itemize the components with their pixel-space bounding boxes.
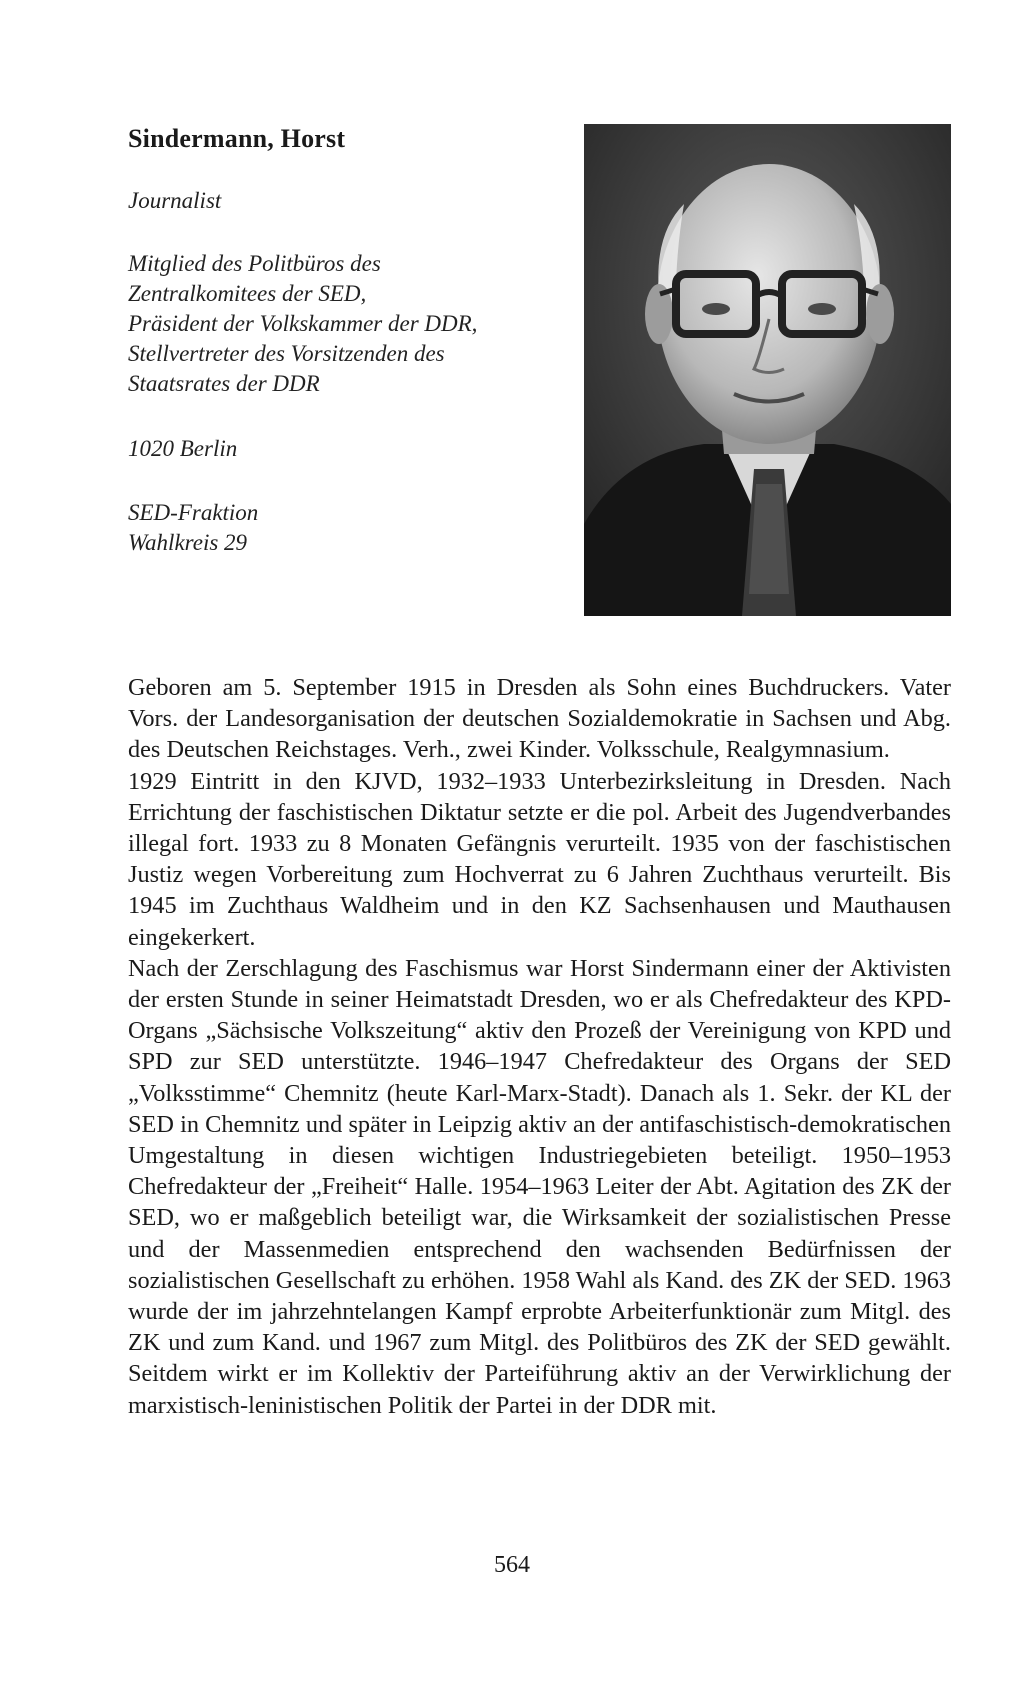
function-line: Stellvertreter des Vorsitzenden des	[128, 341, 445, 366]
entry-name: Sindermann, Horst	[128, 124, 346, 153]
entry-profession: Journalist	[128, 188, 222, 213]
portrait-photo	[584, 124, 951, 616]
entry-faction: SED-Fraktion	[128, 500, 259, 525]
function-line: Präsident der Volkskammer der DDR,	[128, 311, 478, 336]
entry-faction-block	[128, 498, 548, 558]
function-line: Zentralkomitees der SED,	[128, 281, 367, 306]
biography-paragraph: Geboren am 5. September 1915 in Dresden als Sohn eines Buchdruckers. Vater Vors. der Landesorganisation der deutschen Sozialdemokratie in Sachsen und Abg. des Deutschen Reichstages. Verh., zwei Kinder. Volksschule, Realgymnasium.	[128, 674, 951, 764]
entry-functions	[128, 249, 548, 399]
biography-paragraph: 1929 Eintritt in den KJVD, 1932–1933 Unterbezirksleitung in Dresden. Nach Errichtung der faschistischen Diktatur setzte er die pol. Arbeit des Jugendverbandes illegal fort. 1933 zu 8 Monaten Gefängnis verurteilt. 1935 von der faschistischen Justiz wegen Vorbereitung zum Hochverrat zu 6 Jahren Zuchthaus verurteilt. Bis 1945 im Zuchthaus Waldheim und in den KZ Sachsenhausen und Mauthausen eingekerkert.	[128, 767, 951, 951]
entry-constituency: Wahlkreis 29	[128, 530, 248, 555]
function-line: Staatsrates der DDR	[128, 371, 320, 396]
biography-paragraph: Nach der Zerschlagung des Faschismus war Horst Sindermann einer der Aktivisten der ersten Stunde in seiner Heimatstadt Dresden, wo er als Chefredakteur des KPD-Organs „Sächsische Volkszeitung“ aktiv den Prozeß der Vereinigung von KPD und SPD zur SED unterstützte. 1946–1947 Chefredakteur des Organs der SED „Volksstimme“ Chemnitz (heute Karl-Marx-Stadt). Danach als 1. Sekr. der KL der SED in Chemnitz und später in Leipzig aktiv an der antifaschistisch-demokratischen Umgestaltung in diesen wichtigen Industriegebieten beteiligt. 1950–1953 Chefredakteur der „Freiheit“ Halle. 1954–1963 Leiter der Abt. Agitation des ZK der SED, wo er maßgeblich beteiligt war, die Wirksamkeit der sozialistischen Presse und der Massenmedien entsprechend den wachsenden Bedürfnissen der sozialistischen Gesellschaft zu erhöhen. 1958 Wahl als Kand. des ZK der SED. 1963 wurde der im jahrzehntelangen Kampf erprobte Arbeiterfunktionär zum Mitgl. des ZK und zum Kand. und 1967 zum Mitgl. des Politbüros des ZK der SED gewählt. Seitdem wirkt er im Kollektiv der Parteiführung aktiv an der Verwirklichung der marxistisch-leninistischen Politik der Partei in der DDR mit.	[128, 954, 951, 1419]
biography	[128, 672, 951, 1421]
entry-city: 1020 Berlin	[128, 436, 238, 461]
function-line: Mitglied des Politbüros des	[128, 251, 381, 276]
page-number: 564	[494, 1552, 530, 1578]
